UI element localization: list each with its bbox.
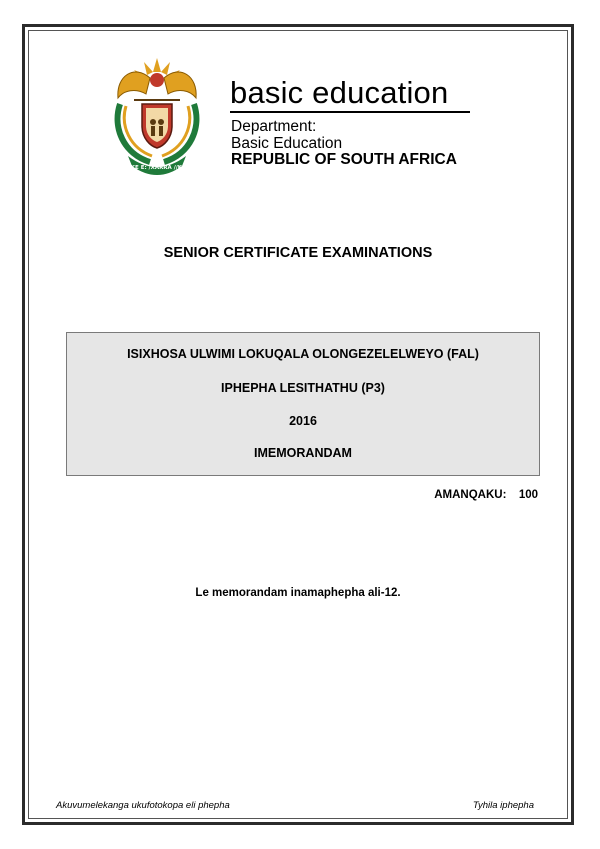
department-label: Department: [231, 118, 317, 135]
exam-year: 2016 [289, 414, 317, 428]
brand-title: basic education [230, 75, 449, 110]
crest-motto: !KE E: /XARRA //KE [128, 165, 186, 171]
paper-title: IPHEPHA LESITHATHU (P3) [221, 381, 385, 395]
department-name: Basic Education [231, 135, 343, 152]
exam-heading: SENIOR CERTIFICATE EXAMINATIONS [163, 245, 433, 261]
brand-divider [230, 111, 470, 113]
footer-turn-page: Tyhila iphepha [472, 800, 534, 811]
country-name: REPUBLIC OF SOUTH AFRICA [231, 151, 457, 168]
marks-value: 100 [518, 489, 538, 501]
subject-title: ISIXHOSA ULWIMI LOKUQALA OLONGEZELELWEYO (FAL) [127, 347, 479, 361]
page-count-note: Le memorandam inamaphepha ali-12. [195, 587, 401, 599]
footer-copy-notice: Akuvumelekanga ukufotokopa eli phepha [56, 800, 230, 811]
marks-total [434, 489, 538, 501]
coat-of-arms-logo [106, 56, 208, 176]
document-type: IMEMORANDAM [254, 446, 352, 460]
exam-info-box [66, 332, 540, 476]
marks-label: AMANQAKU: [434, 489, 507, 501]
